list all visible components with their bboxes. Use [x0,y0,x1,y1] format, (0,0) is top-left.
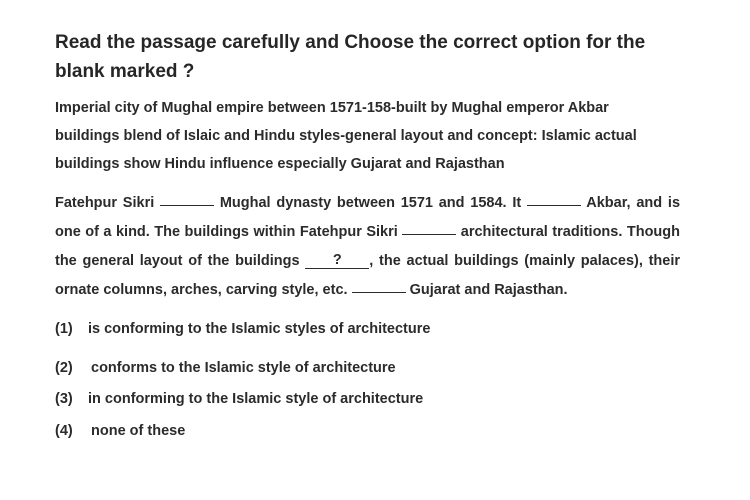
passage-summary [55,94,680,178]
option-number: (3) [55,391,73,407]
passage-segment: Mughal dynasty between 1571 and 1584. It [219,195,522,211]
passage-segment: Fatehpur Sikri [55,195,155,211]
option-number: (4) [55,423,73,439]
option-text: is conforming to the Islamic styles of architecture [88,321,431,337]
passage-segment: , the actual buildings (mainly palaces), their ornate columns, arches, carving style, etc. [55,253,681,298]
question-page [55,28,680,441]
option-text: none of these [91,423,186,439]
option-number: (2) [55,360,73,376]
option-text: conforms to the Islamic style of architecture [91,360,396,376]
summary-line: buildings blend of Islaic and Hindu styles-general layout and concept: Islamic actual [55,128,637,144]
question-heading: Read the passage carefully and Choose the correct option for the blank marked ? [55,32,646,82]
blank-line [352,277,406,293]
summary-line: buildings show Hindu influence especially Gujarat and Rajasthan [55,156,505,172]
option-4[interactable] [55,421,680,441]
passage-text [55,189,680,305]
passage-segment: architectural traditions. Though the general layout of the buildings [55,224,680,269]
blank-line [402,219,456,235]
option-number: (1) [55,321,73,337]
option-1[interactable] [55,319,680,339]
blank-line [527,190,581,206]
question-blank-marker: ? [332,252,342,268]
answer-options [55,319,680,441]
passage-segment: Gujarat and Rajasthan. [409,282,568,298]
option-3[interactable] [55,389,680,409]
option-text: in conforming to the Islamic style of architecture [88,391,424,407]
option-2[interactable] [55,358,680,378]
blank-line [160,190,214,206]
question-blank [305,253,369,269]
summary-line: Imperial city of Mughal empire between 1571-158-built by Mughal emperor Akbar [55,100,609,116]
passage-segment: Akbar, and is one of a kind. The buildings within Fatehpur Sikri [55,195,681,240]
